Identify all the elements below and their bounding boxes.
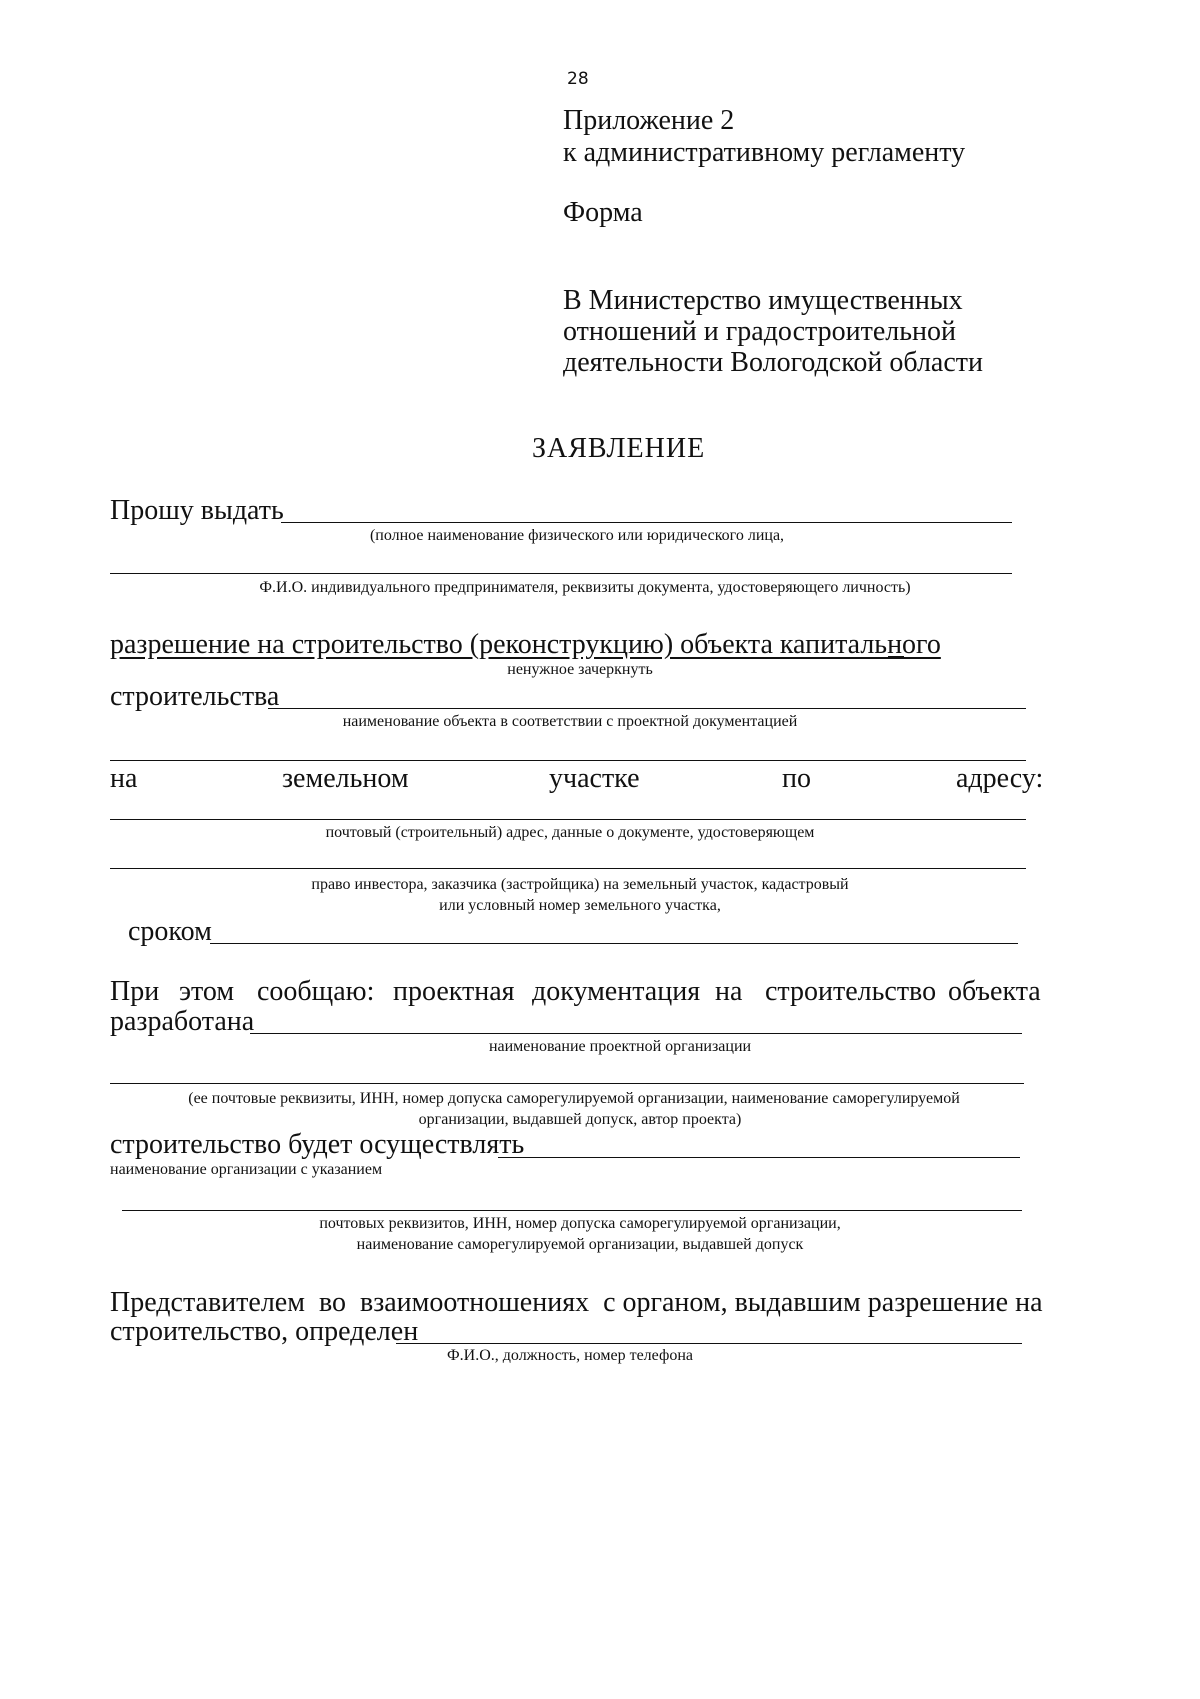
builder-label: строительство будет осуществлять: [110, 1129, 525, 1160]
plot-word-2: земельном: [282, 763, 409, 794]
object-hint: наименование объекта в соответствии с проектной документацией: [342, 713, 798, 730]
builder-details-1: почтовых реквизитов, ИНН, номер допуска саморегулируемой организации,: [319, 1215, 841, 1232]
appendix-reference: к административному регламенту: [563, 137, 966, 168]
project-word-6: на: [715, 976, 743, 1007]
plot-word-5: адресу:: [956, 763, 1044, 794]
builder-details-2: наименование саморегулируемой организации, выдавшей допуск: [356, 1236, 804, 1253]
applicant-hint-2: Ф.И.О. индивидуального предпринимателя, реквизиты документа, удостоверяющего личность): [259, 579, 911, 596]
construction-label: строительства: [110, 681, 280, 712]
designer-field-line-2[interactable]: [110, 1083, 1024, 1084]
project-word-2: этом: [179, 976, 235, 1007]
object-field-line[interactable]: [268, 708, 1026, 709]
permit-text: разрешение на строительство (реконструкцию) объекта капитального: [110, 629, 941, 660]
builder-hint: наименование организации с указанием: [110, 1161, 383, 1178]
applicant-hint: (полное наименование физического или юридического лица,: [369, 527, 785, 544]
addressee-line-2: отношений и градостроительной: [563, 316, 956, 347]
applicant-field-line[interactable]: [281, 522, 1012, 523]
address-field-line[interactable]: [110, 819, 1026, 820]
plot-word-4: по: [782, 763, 811, 794]
term-label: сроком: [128, 916, 212, 947]
rights-hint-2: или условный номер земельного участка,: [439, 897, 721, 914]
addressee-line-3: деятельности Вологодской области: [563, 347, 983, 378]
applicant-field-line-2[interactable]: [110, 573, 1012, 574]
representative-line-2: строительство, определен: [110, 1316, 419, 1347]
document-title: ЗАЯВЛЕНИЕ: [532, 433, 706, 464]
address-field-line-2[interactable]: [110, 868, 1026, 869]
plot-word-1: на: [110, 763, 138, 794]
representative-line-1: Представителем во взаимоотношениях с органом, выдавшим разрешение на: [110, 1287, 1043, 1318]
designer-field-line[interactable]: [250, 1033, 1022, 1034]
designer-details-1: (ее почтовые реквизиты, ИНН, номер допуска саморегулируемой организации, наименование саморегулируемой: [188, 1090, 960, 1107]
project-word-7: строительство: [765, 976, 937, 1007]
page-number: 28: [567, 69, 589, 89]
permit-underline-tail: [888, 656, 904, 657]
designer-details-2: организации, выдавшей допуск, автор проекта): [418, 1111, 742, 1128]
strike-hint: ненужное зачеркнуть: [507, 661, 653, 678]
issue-label: Прошу выдать: [110, 495, 284, 526]
representative-hint: Ф.И.О., должность, номер телефона: [447, 1347, 693, 1364]
builder-field-line-2[interactable]: [122, 1210, 1022, 1211]
rights-hint-1: право инвестора, заказчика (застройщика) на земельный участок, кадастровый: [311, 876, 849, 893]
project-word-3: сообщаю:: [257, 976, 375, 1007]
address-hint: почтовый (строительный) адрес, данные о документе, удостоверяющем: [325, 824, 815, 841]
appendix-number: Приложение 2: [563, 105, 735, 136]
project-word-1: При: [110, 976, 160, 1007]
builder-field-line[interactable]: [498, 1157, 1020, 1158]
plot-word-3: участке: [549, 763, 640, 794]
project-word-4: проектная: [393, 976, 515, 1007]
project-word-5: документация: [532, 976, 701, 1007]
developed-label: разработана: [110, 1006, 255, 1037]
addressee-line-1: В Министерство имущественных: [563, 285, 963, 316]
term-field-line[interactable]: [210, 943, 1018, 944]
object-field-line-2[interactable]: [110, 760, 1026, 761]
designer-hint: наименование проектной организации: [488, 1038, 752, 1055]
form-label: Форма: [563, 197, 643, 228]
project-word-8: объекта: [948, 976, 1041, 1007]
representative-field-line[interactable]: [396, 1343, 1022, 1344]
